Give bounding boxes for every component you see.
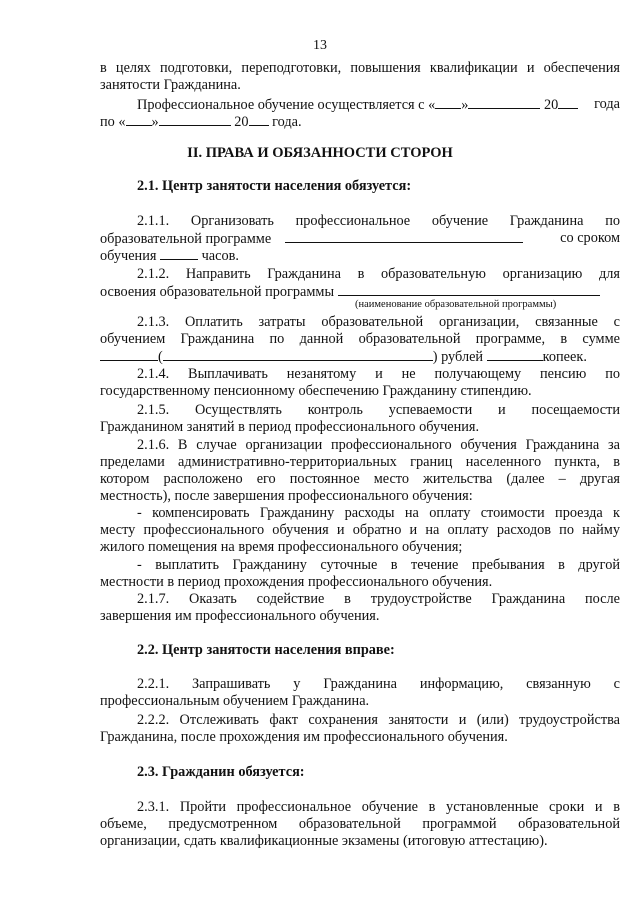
subsection-title-2-2: 2.2. Центр занятости населения вправе:: [137, 642, 395, 658]
p-2-1-4-line-2: государственному пенсионному обеспечению Гражданину стипендию.: [100, 383, 532, 399]
subsection-title-2-3: 2.3. Гражданин обязуется:: [137, 764, 305, 780]
p-2-2-1-line-1: 2.2.1. Запрашивать у Гражданина информацию, связанную с: [137, 676, 620, 692]
p-2-1-6-line-8: - выплатить Гражданину суточные в течение пребывания в другой: [137, 557, 620, 573]
p-2-2-2-line-2: Гражданина, после прохождения им профессионального обучения.: [100, 729, 508, 745]
p-2-1-1-line-3: обучения часов.: [100, 248, 239, 264]
p-2-1-3-line-1: 2.1.3. Оплатить затраты образовательной организации, связанные с: [137, 314, 620, 330]
page-number: 13: [313, 38, 327, 53]
p-2-1-3-line-3: ( ) рублей копеек.: [100, 348, 620, 366]
blank-year: [249, 113, 269, 126]
intro-line-1: в целях подготовки, переподготовки, повышения квалификации и обеспечения: [100, 60, 620, 76]
blank-month: [159, 113, 231, 126]
p-2-1-1-line-2: образовательной программе со сроком: [100, 230, 620, 247]
p-2-1-5-line-2: Гражданином занятий в период профессионального обучения.: [100, 419, 480, 435]
p-2-1-6-line-9: местности в период прохождения профессионального обучения.: [100, 574, 493, 590]
intro-line-4: по « » 20 года.: [100, 114, 302, 130]
p-2-1-7-line-1: 2.1.7. Оказать содействие в трудоустройстве Гражданина после: [137, 591, 620, 607]
p-2-1-6-line-2: пределами административно-территориальных границ населенного пункта, в: [100, 454, 620, 470]
p-2-1-6-line-6: месту профессионального обучения и обратно и на оплату расходов по найму: [100, 522, 620, 538]
blank-day: [126, 113, 152, 126]
blank-hours: [160, 247, 198, 260]
p-2-1-5-line-1: 2.1.5. Осуществлять контроль успеваемости и посещаемости: [137, 402, 620, 418]
p-2-1-6-line-7: жилого помещения на время профессионального обучения;: [100, 539, 463, 555]
p-2-2-2-line-1: 2.2.2. Отслеживать факт сохранения занятости и (или) трудоустройства: [137, 712, 620, 728]
p-2-3-1-line-3: организации, сдать квалификационные экзамены (итоговую аттестацию).: [100, 833, 548, 849]
p-2-1-6-line-1: 2.1.6. В случае организации профессионального обучения Гражданина за: [137, 437, 620, 453]
blank-day: [435, 96, 461, 109]
p-2-1-7-line-2: завершения им профессионального обучения.: [100, 608, 380, 624]
p-2-2-1-line-2: профессиональным обучением Гражданина.: [100, 693, 370, 709]
program-name-caption: (наименование образовательной программы): [355, 299, 557, 310]
p-2-1-1-line-1: 2.1.1. Организовать профессиональное обучение Гражданина по: [137, 213, 620, 229]
blank-sum-digits: [100, 348, 158, 361]
p-2-1-3-line-2: обучением Гражданина по данной образовательной программе, в сумме: [100, 331, 620, 347]
p-2-3-1-line-2: объеме, предусмотренном образовательной программой образовательной: [100, 816, 620, 832]
blank-kopecks: [487, 348, 543, 361]
intro-line-2: занятости Гражданина.: [100, 77, 241, 93]
blank-month: [468, 96, 540, 109]
blank-program-name: [338, 283, 600, 296]
section-title: II. ПРАВА И ОБЯЗАННОСТИ СТОРОН: [187, 145, 453, 161]
p-2-3-1-line-1: 2.3.1. Пройти профессиональное обучение в установленные сроки и в: [137, 799, 620, 815]
p-2-1-6-line-3: котором расположено его постоянное место жительства (далее – другая: [100, 471, 620, 487]
p-2-1-6-line-5: - компенсировать Гражданину расходы на оплату стоимости проезда к: [137, 505, 620, 521]
p-2-1-6-line-4: местность), после завершения профессионального обучения:: [100, 488, 473, 504]
p-2-1-4-line-1: 2.1.4. Выплачивать незанятому и не получающему пенсию по: [137, 366, 620, 382]
subsection-title-2-1: 2.1. Центр занятости населения обязуется:: [137, 178, 412, 194]
intro-line-3: Профессиональное обучение осуществляется с « » 20 года: [137, 96, 620, 113]
blank-year: [558, 96, 578, 109]
blank-sum-words: [163, 348, 433, 361]
p-2-1-2-line-2: освоения образовательной программы: [100, 283, 620, 301]
p-2-1-2-line-1: 2.1.2. Направить Гражданина в образовательную организацию для: [137, 266, 620, 282]
blank-program: [285, 230, 523, 243]
